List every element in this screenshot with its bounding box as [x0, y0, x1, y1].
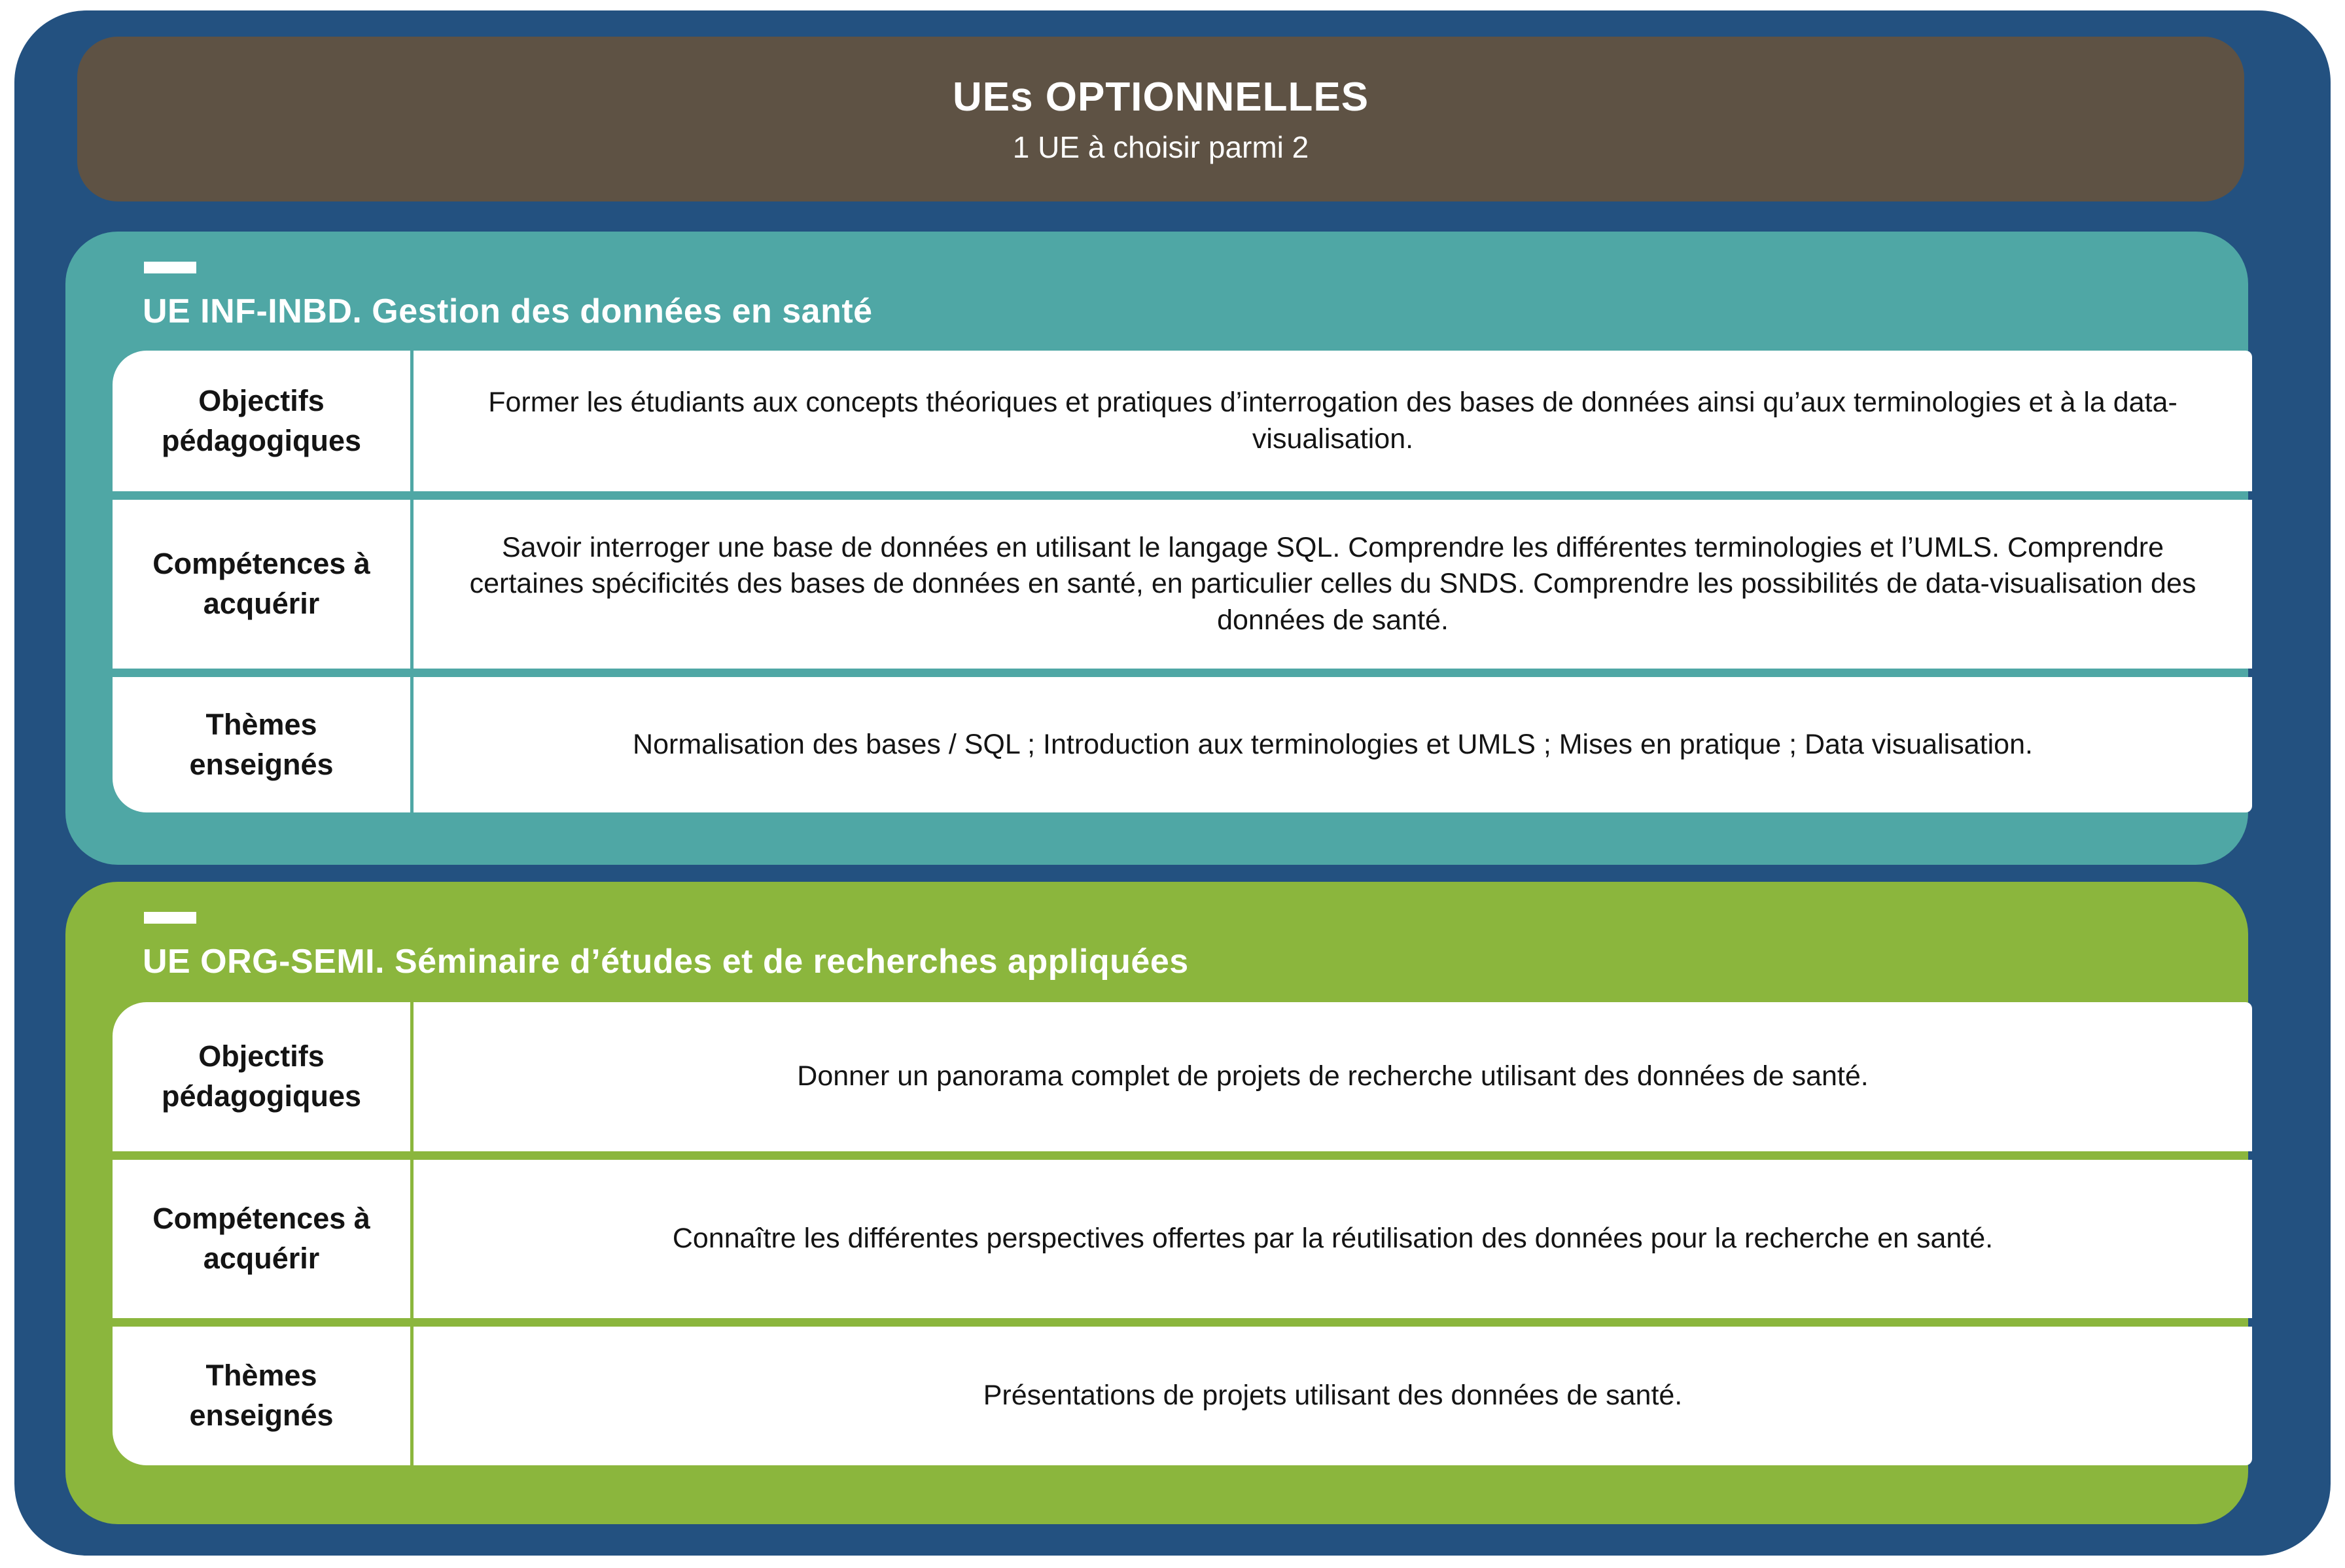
- course-table-org-semi: [113, 1002, 2252, 1465]
- row-label-themes: Thèmes enseignés: [189, 707, 334, 781]
- row-content-themes: Présentations de projets utilisant des données de santé.: [983, 1380, 1683, 1412]
- table-row: [113, 1327, 2252, 1465]
- page-title: UEs OPTIONNELLES: [952, 74, 1369, 120]
- table-row: [113, 677, 2252, 812]
- dash-icon: [144, 912, 196, 924]
- row-content-objectifs: Donner un panorama complet de projets de recherche utilisant des données de santé.: [797, 1060, 1869, 1092]
- page-subtitle: 1 UE à choisir parmi 2: [1012, 130, 1309, 164]
- section-title: UE INF-INBD. Gestion des données en santé: [143, 292, 873, 330]
- row-content-competences: Connaître les différentes perspectives offertes par la réutilisation des données pour la recherche en santé.: [672, 1223, 1994, 1255]
- table-row: [113, 351, 2252, 491]
- table-row: [113, 500, 2252, 669]
- row-label-objectifs: Objectifs pédagogiques: [161, 383, 362, 457]
- section-ue-org-semi: [65, 882, 2248, 1524]
- page-border-frame: [14, 10, 2331, 1556]
- course-table-inf-inbd: [113, 351, 2252, 812]
- table-row: [113, 1002, 2252, 1151]
- row-label-competences: Compétences à acquérir: [152, 1202, 370, 1275]
- section-title: UE ORG-SEMI. Séminaire d’études et de recherches appliquées: [143, 943, 1189, 981]
- header-banner: [77, 37, 2244, 201]
- section-ue-inf-inbd: [65, 232, 2248, 865]
- row-label-themes: Thèmes enseignés: [189, 1359, 334, 1432]
- row-content-themes: Normalisation des bases / SQL ; Introduction aux terminologies et UMLS ; Mises en pratique ; Data visualisation.: [633, 728, 2033, 760]
- row-label-competences: Compétences à acquérir: [152, 547, 370, 620]
- row-content-objectifs: Former les étudiants aux concepts théoriques et pratiques d’interrogation des bases de données ainsi qu’aux terminologies et à la data-visualisation.: [488, 387, 2178, 455]
- row-content-competences: Savoir interroger une base de données en utilisant le langage SQL. Comprendre les différentes terminologies et l’UMLS. Comprendre certaines spécificités des bases de données en santé, en particulier celles du SNDS. Comprendre les possibilités de data-visualisation des données de santé.: [469, 532, 2196, 636]
- table-row: [113, 1160, 2252, 1318]
- dash-icon: [144, 262, 196, 273]
- row-label-objectifs: Objectifs pédagogiques: [161, 1039, 362, 1113]
